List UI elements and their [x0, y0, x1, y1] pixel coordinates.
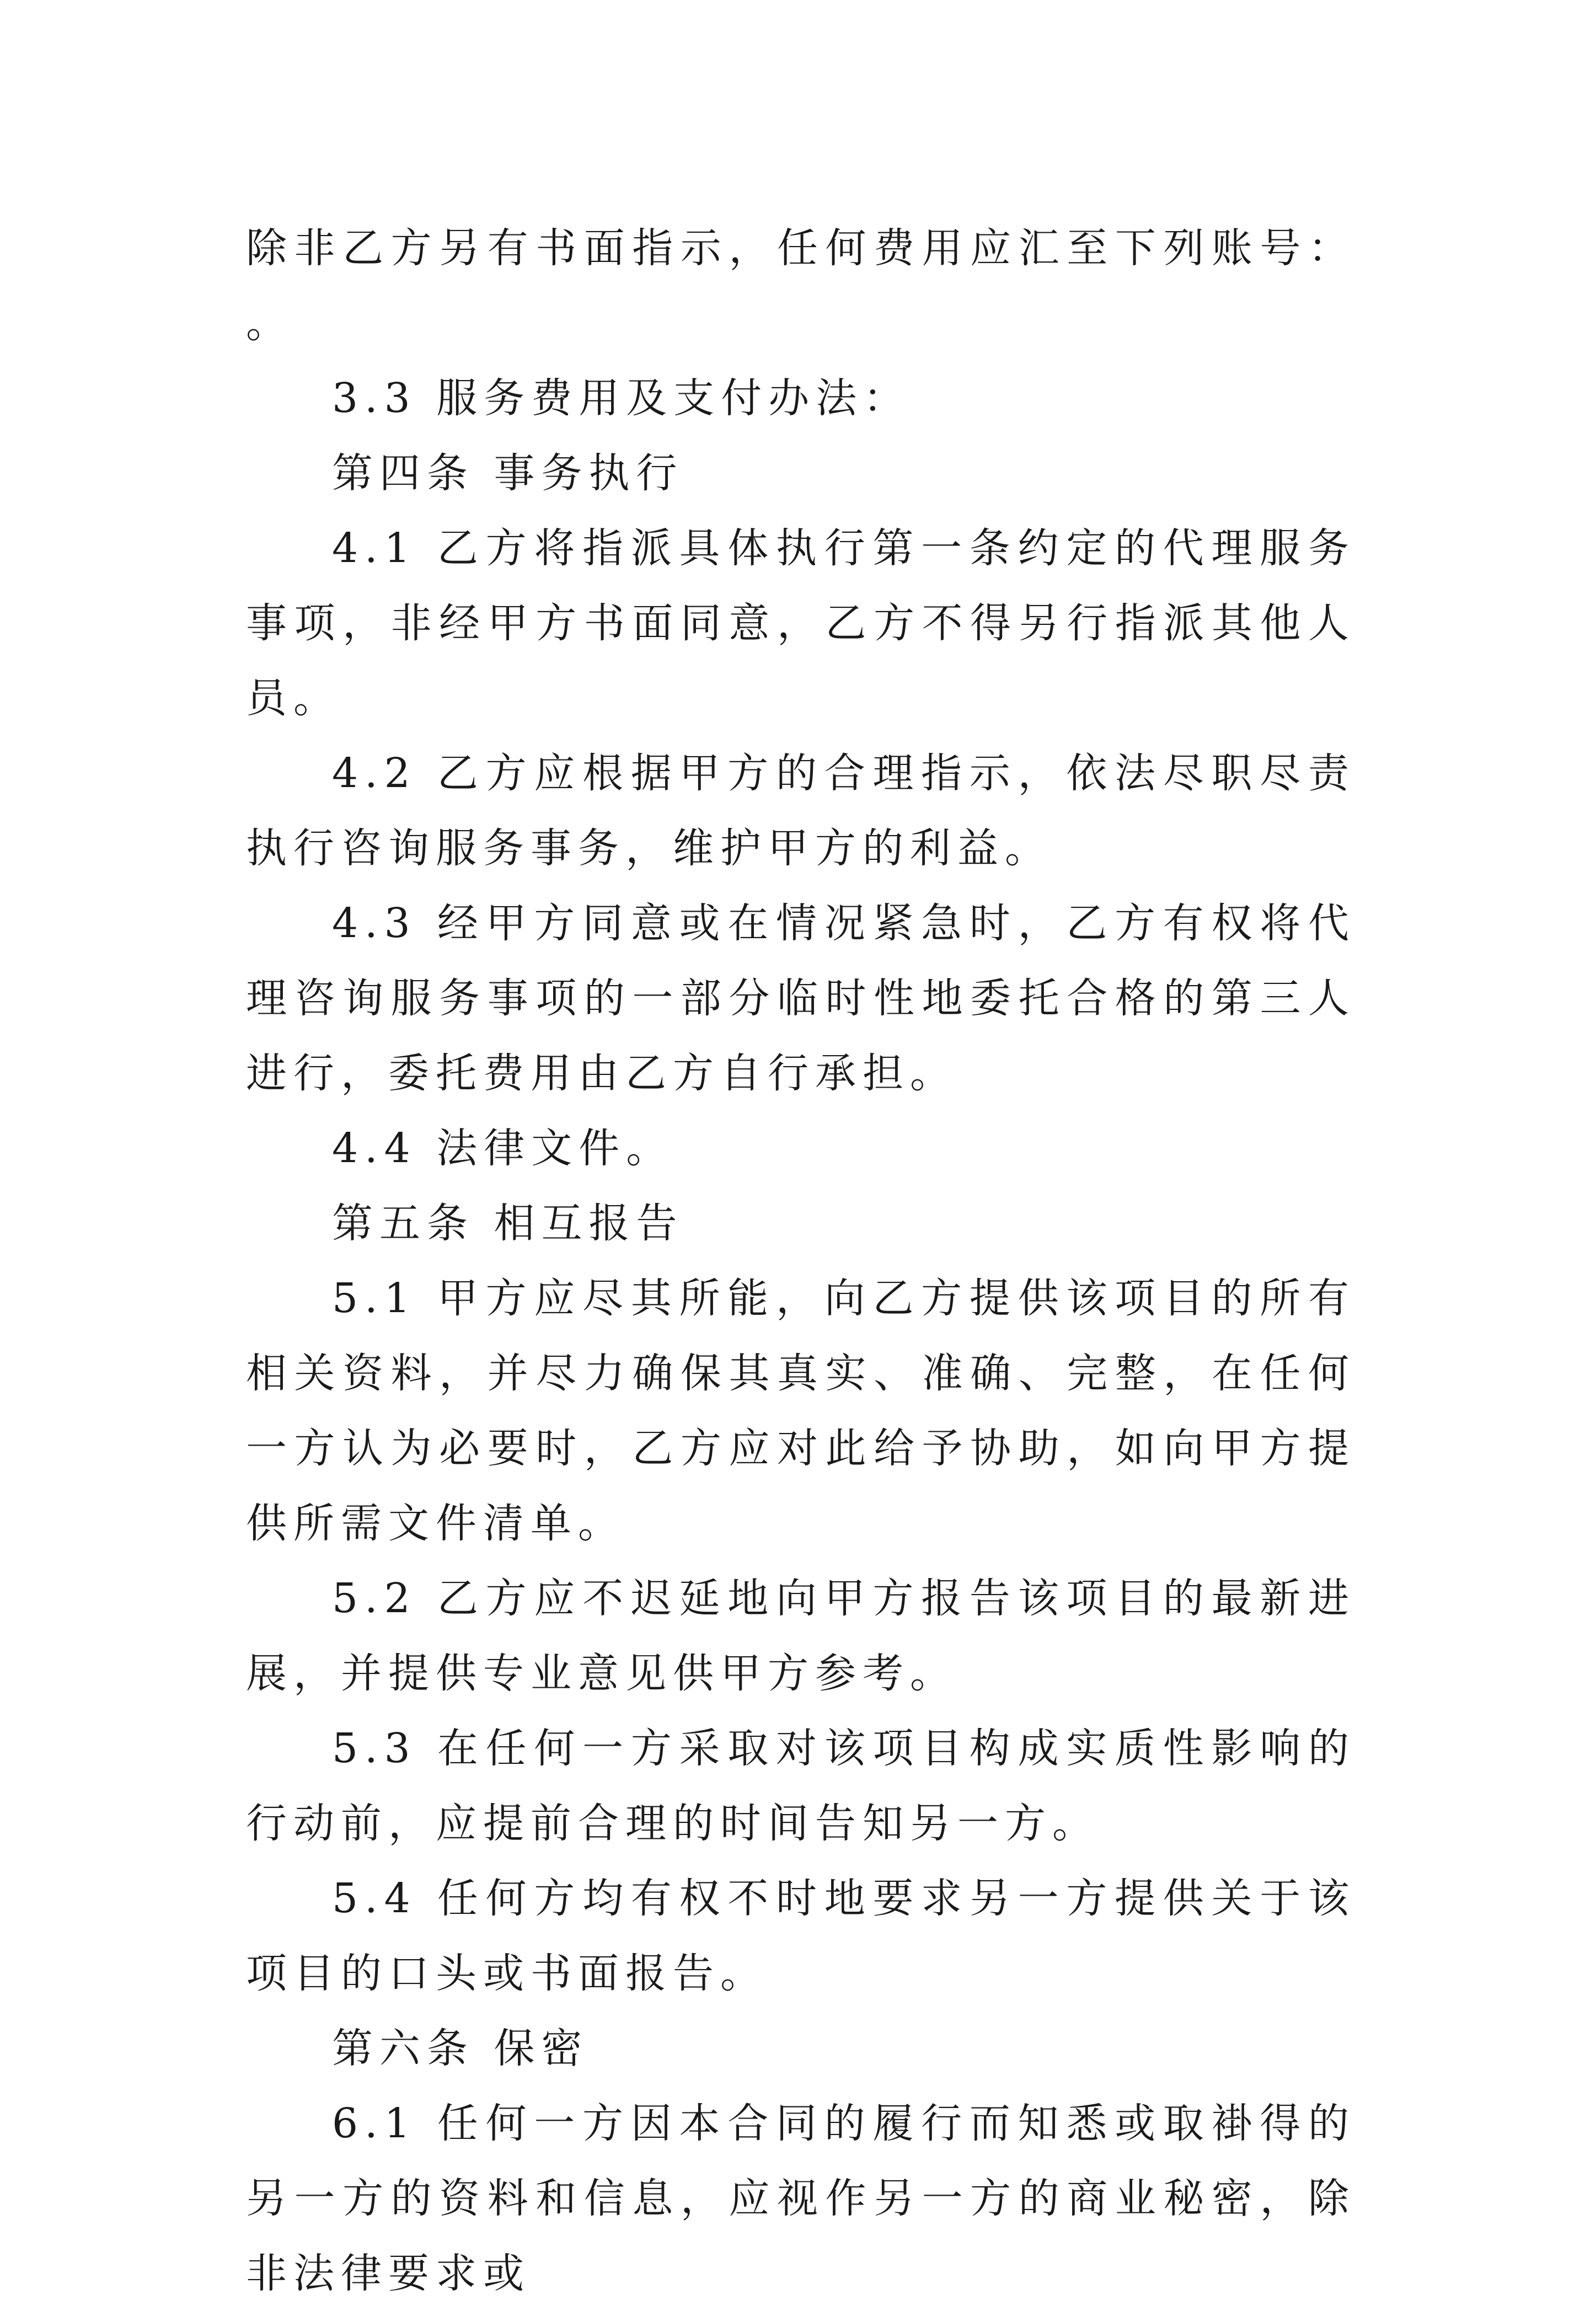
clause-5-3: 5.3 在任何一方采取对该项目构成实质性影响的行动前，应提前合理的时间告知另一方。	[246, 1725, 1356, 1847]
clause-6-1: 6.1 任何一方因本合同的履行而知悉或取褂得的另一方的资料和信息，应视作另一方的商业秘密，除非法律要求或	[246, 2100, 1356, 2297]
paragraph-payment-account: 除非乙方另有书面指示，任何费用应汇至下列账号： 。	[246, 224, 1356, 347]
document-body	[246, 211, 1356, 2311]
article-6-heading: 第六条 保密	[332, 2025, 589, 2072]
clause-3-3: 3.3 服务费用及支付办法：	[332, 375, 911, 422]
clause-4-3: 4.3 经甲方同意或在情况紧急时，乙方有权将代理咨询服务事项的一部分临时性地委托合格的第三人进行，委托费用由乙方自行承担。	[246, 900, 1356, 1097]
clause-5-1: 5.1 甲方应尽其所能，向乙方提供该项目的所有相关资料，并尽力确保其真实、准确、完整，在任何一方认为必要时，乙方应对此给予协助，如向甲方提供所需文件清单。	[246, 1275, 1356, 1547]
article-5-heading: 第五条 相互报告	[332, 1200, 684, 1247]
clause-5-2: 5.2 乙方应不迟延地向甲方报告该项目的最新进展，并提供专业意见供甲方参考。	[246, 1575, 1356, 1697]
clause-4-2: 4.2 乙方应根据甲方的合理指示，依法尽职尽责执行咨询服务事务，维护甲方的利益。	[246, 750, 1356, 872]
article-4-heading: 第四条 事务执行	[332, 450, 684, 497]
clause-4-1: 4.1 乙方将指派具体执行第一条约定的代理服务事项，非经甲方书面同意，乙方不得另行指派其他人员。	[246, 525, 1356, 722]
clause-5-4: 5.4 任何方均有权不时地要求另一方提供关于该项目的口头或书面报告。	[246, 1875, 1356, 1997]
clause-4-4: 4.4 法律文件。	[332, 1125, 674, 1172]
